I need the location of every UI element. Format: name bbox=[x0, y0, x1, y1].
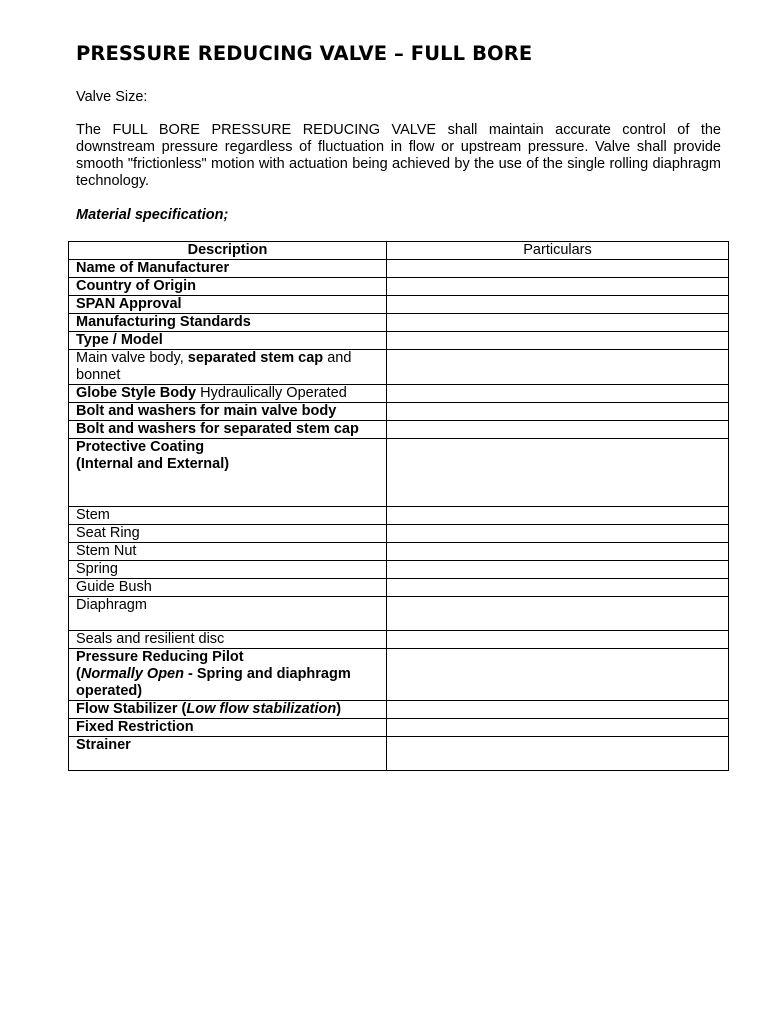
bonnet-text: and bonnet bbox=[76, 350, 352, 383]
header-description: Description bbox=[69, 242, 387, 260]
particulars-cell bbox=[387, 385, 729, 403]
table-row bbox=[69, 385, 729, 403]
particulars-cell bbox=[387, 631, 729, 649]
table-row bbox=[69, 701, 729, 719]
table-row bbox=[69, 332, 729, 350]
row-protective-coating bbox=[69, 439, 387, 507]
table-row bbox=[69, 579, 729, 597]
row-manufacturer: Name of Manufacturer bbox=[69, 260, 387, 278]
table-header-row bbox=[69, 242, 729, 260]
particulars-cell bbox=[387, 314, 729, 332]
valve-size-label: Valve Size: bbox=[76, 89, 148, 105]
row-bolt-separated-stem-cap: Bolt and washers for separated stem cap bbox=[69, 421, 387, 439]
table-row bbox=[69, 561, 729, 579]
row-flow-stabilizer bbox=[69, 701, 387, 719]
row-type-model: Type / Model bbox=[69, 332, 387, 350]
particulars-cell bbox=[387, 332, 729, 350]
row-stem-nut: Stem Nut bbox=[69, 543, 387, 561]
main-body-text: Main valve body, bbox=[76, 350, 188, 366]
table-row bbox=[69, 350, 729, 385]
row-manufacturing-standards: Manufacturing Standards bbox=[69, 314, 387, 332]
row-spring: Spring bbox=[69, 561, 387, 579]
particulars-cell bbox=[387, 278, 729, 296]
internal-external-text: (Internal and External) bbox=[76, 456, 230, 472]
row-pressure-reducing-pilot bbox=[69, 649, 387, 701]
protective-coating-text: Protective Coating bbox=[76, 439, 205, 455]
particulars-cell bbox=[387, 719, 729, 737]
normally-open-text: Normally Open bbox=[80, 666, 184, 682]
particulars-cell bbox=[387, 260, 729, 278]
particulars-cell bbox=[387, 403, 729, 421]
intro-paragraph: The FULL BORE PRESSURE REDUCING VALVE shall maintain accurate control of the downstream pressure regardless of fluctuation in flow or upstream pressure. Valve shall provide smooth "frictionless" motion with actuation being achieved by the use of the single rolling diaphragm technology. bbox=[76, 122, 721, 189]
specification-table bbox=[68, 241, 729, 771]
table-row bbox=[69, 260, 729, 278]
flow-close-paren: ) bbox=[336, 701, 342, 717]
spring-diaphragm-text: - Spring and diaphragm operated) bbox=[76, 666, 351, 699]
particulars-cell bbox=[387, 439, 729, 507]
table-row bbox=[69, 597, 729, 631]
table-row bbox=[69, 421, 729, 439]
table-row bbox=[69, 314, 729, 332]
table-row bbox=[69, 649, 729, 701]
particulars-cell bbox=[387, 296, 729, 314]
row-main-valve-body bbox=[69, 350, 387, 385]
table-row bbox=[69, 296, 729, 314]
particulars-cell bbox=[387, 561, 729, 579]
pilot-detail bbox=[76, 666, 379, 700]
pilot-title-text: Pressure Reducing Pilot bbox=[76, 649, 244, 665]
row-span-approval: SPAN Approval bbox=[69, 296, 387, 314]
row-seals-resilient-disc: Seals and resilient disc bbox=[69, 631, 387, 649]
document-title: PRESSURE REDUCING VALVE – FULL BORE bbox=[76, 42, 533, 65]
particulars-cell bbox=[387, 597, 729, 631]
table-row bbox=[69, 403, 729, 421]
row-globe-style-body bbox=[69, 385, 387, 403]
table-row bbox=[69, 719, 729, 737]
particulars-cell bbox=[387, 543, 729, 561]
particulars-cell bbox=[387, 350, 729, 385]
particulars-cell bbox=[387, 701, 729, 719]
table-row bbox=[69, 525, 729, 543]
particulars-cell bbox=[387, 649, 729, 701]
row-stem: Stem bbox=[69, 507, 387, 525]
particulars-cell bbox=[387, 525, 729, 543]
table-row bbox=[69, 439, 729, 507]
row-strainer: Strainer bbox=[69, 737, 387, 771]
row-fixed-restriction: Fixed Restriction bbox=[69, 719, 387, 737]
particulars-cell bbox=[387, 579, 729, 597]
row-guide-bush: Guide Bush bbox=[69, 579, 387, 597]
row-country-of-origin: Country of Origin bbox=[69, 278, 387, 296]
particulars-cell bbox=[387, 737, 729, 771]
particulars-cell bbox=[387, 507, 729, 525]
row-seat-ring: Seat Ring bbox=[69, 525, 387, 543]
table-row bbox=[69, 278, 729, 296]
low-flow-stabilization-text: Low flow stabilization bbox=[186, 701, 337, 717]
flow-stabilizer-text: Flow Stabilizer ( bbox=[76, 701, 187, 717]
row-diaphragm: Diaphragm bbox=[69, 597, 387, 631]
separated-stem-cap-text: separated stem cap bbox=[187, 350, 324, 366]
pilot-open-paren: ( bbox=[76, 666, 81, 682]
table-row bbox=[69, 737, 729, 771]
material-specification-heading: Material specification; bbox=[76, 207, 229, 223]
hydraulically-operated-text: Hydraulically Operated bbox=[196, 385, 347, 401]
table-row bbox=[69, 507, 729, 525]
header-particulars: Particulars bbox=[387, 242, 729, 260]
table-row bbox=[69, 543, 729, 561]
globe-style-body-text: Globe Style Body bbox=[76, 385, 197, 401]
row-bolt-main-valve-body: Bolt and washers for main valve body bbox=[69, 403, 387, 421]
table-row bbox=[69, 631, 729, 649]
particulars-cell bbox=[387, 421, 729, 439]
